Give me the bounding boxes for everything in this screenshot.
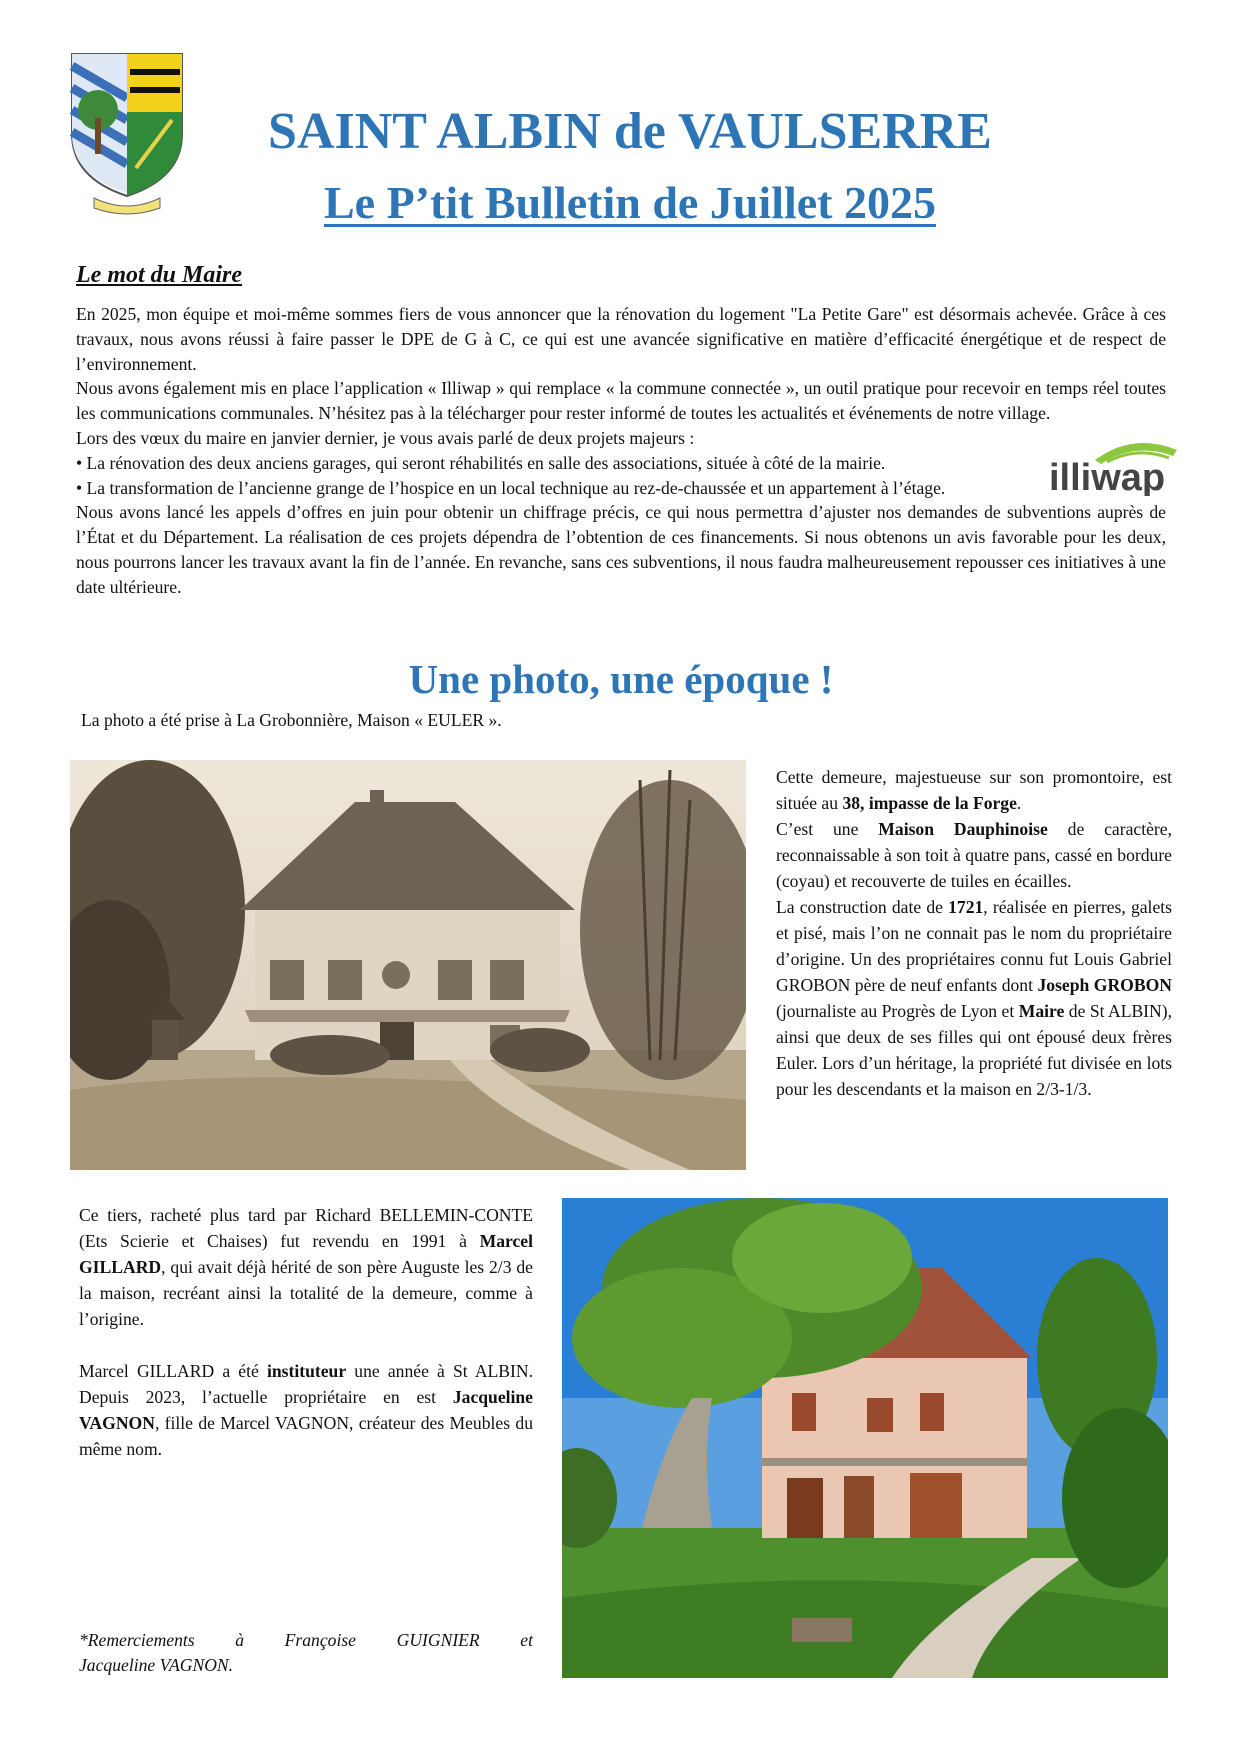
house-style-bold: Maison Dauphinoise bbox=[878, 819, 1048, 839]
thanks-line: *Remerciements à Françoise GUIGNIER et bbox=[79, 1630, 533, 1650]
mayor-paragraph: Nous avons lancé les appels d’offres en juin pour obtenir un chiffrage précis, ce qui nous permettra d’ajuster nos demandes de subventions auprès de l’État et du Département. La réalisation de ces projets dépendra de l’obtention de ces financements. Si nous obtenons un avis favorable pour les deux, nous pourrons lancer les travaux avant la fin de l’année. En revanche, sans ces subventions, il nous faudra malheureusement repousser ces initiatives à une date ultérieure. bbox=[76, 502, 1166, 597]
profession-bold: instituteur bbox=[266, 1361, 347, 1381]
text-run: , réalisée en pierres, galets et pisé, mais l’on ne connait pas le nom du propriétaire d’origine. Un des propriétaires connu fut Louis Gabriel GROBON père de neuf enfants dont bbox=[776, 897, 1172, 995]
mayor-paragraph: Nous avons également mis en place l’application « Illiwap » qui remplace « la commune connectée », un outil pratique pour recevoir en temps réel toutes les communications communales. N’hésitez pas à la télécharger pour rester informé de toutes les actualités et événements de notre village. bbox=[76, 378, 1166, 424]
address-bold: 38, impasse de la Forge bbox=[842, 793, 1017, 813]
year-bold: 1721 bbox=[948, 897, 984, 917]
acknowledgements bbox=[79, 1628, 533, 1678]
mayor-paragraph: En 2025, mon équipe et moi-même sommes fiers de vous annoncer que la rénovation du logement "La Petite Gare" est désormais achevée. Grâce à ces travaux, nous avons réussi à faire passer le DPE de G à C, ce qui est une avancée significative en matière d’efficacité énergétique et de respect de l’environnement. bbox=[76, 304, 1166, 374]
text-run: . bbox=[1016, 793, 1022, 813]
text-run: La construction date de bbox=[776, 897, 949, 917]
house-description-right bbox=[776, 764, 1172, 1102]
text-run: Marcel GILLARD a été bbox=[79, 1361, 267, 1381]
mayor-text bbox=[76, 302, 1166, 600]
illiwap-logo-text: illiwap bbox=[1049, 457, 1166, 496]
photo-caption: La photo a été prise à La Grobonnière, Maison « EULER ». bbox=[81, 710, 502, 730]
page-subtitle: Le P’tit Bulletin de Juillet 2025 bbox=[323, 177, 936, 228]
text-run: , fille de Marcel VAGNON, créateur des Meubles du même nom. bbox=[79, 1413, 533, 1459]
text-run: de St ALBIN), ainsi que deux de ses filles qui ont épousé deux frères Euler. Lors d’un héritage, la propriété fut divisée en lots pour les descendants et la maison en 2/3-1/3. bbox=[776, 1001, 1173, 1099]
text-run: Cette demeure, majestueuse sur son promontoire, est située au bbox=[776, 767, 1172, 813]
text-run: , qui avait déjà hérité de son père Auguste les 2/3 de la maison, recréant ainsi la totalité de la demeure, comme à l’origine. bbox=[79, 1257, 533, 1329]
owner-bold: Jacqueline VAGNON bbox=[79, 1387, 533, 1433]
thanks-line: Jacqueline VAGNON. bbox=[79, 1655, 234, 1675]
mayor-heading: Le mot du Maire bbox=[76, 262, 242, 288]
mayor-paragraph: • La rénovation des deux anciens garages, qui seront réhabilités en salle des associations, située à côté de la mairie. bbox=[76, 452, 886, 473]
name-bold: Joseph GROBON bbox=[1037, 975, 1172, 995]
mayor-paragraph: Lors des vœux du maire en janvier dernier, je vous avais parlé de deux projets majeurs : bbox=[76, 427, 695, 448]
mayor-paragraph: • La transformation de l’ancienne grange de l’hospice en un local technique au rez-de-chaussée et un appartement à l’étage. bbox=[76, 477, 946, 498]
text-run: (journaliste au Progrès de Lyon et bbox=[776, 1001, 1019, 1021]
text-run: C’est une bbox=[776, 819, 879, 839]
old-house-photo bbox=[70, 760, 746, 1170]
current-house-photo bbox=[562, 1198, 1168, 1678]
page-title: SAINT ALBIN de VAULSERRE bbox=[268, 103, 992, 160]
name-bold: Marcel GILLARD bbox=[79, 1231, 533, 1277]
text-run: une année à St ALBIN. Depuis 2023, l’actuelle propriétaire en est bbox=[79, 1361, 534, 1407]
illiwap-logo bbox=[1045, 432, 1193, 496]
photo-section-heading: Une photo, une époque ! bbox=[408, 656, 834, 702]
house-description-left bbox=[79, 1202, 533, 1462]
title-bold: Maire bbox=[1018, 1001, 1065, 1021]
text-run: de caractère, reconnaissable à son toit à quatre pans, cassé en bordure (coyau) et recouverte de tuiles en écailles. bbox=[776, 819, 1172, 891]
text-run: Ce tiers, racheté plus tard par Richard BELLEMIN-CONTE (Ets Scierie et Chaises) fut revendu en 1991 à bbox=[79, 1205, 533, 1251]
